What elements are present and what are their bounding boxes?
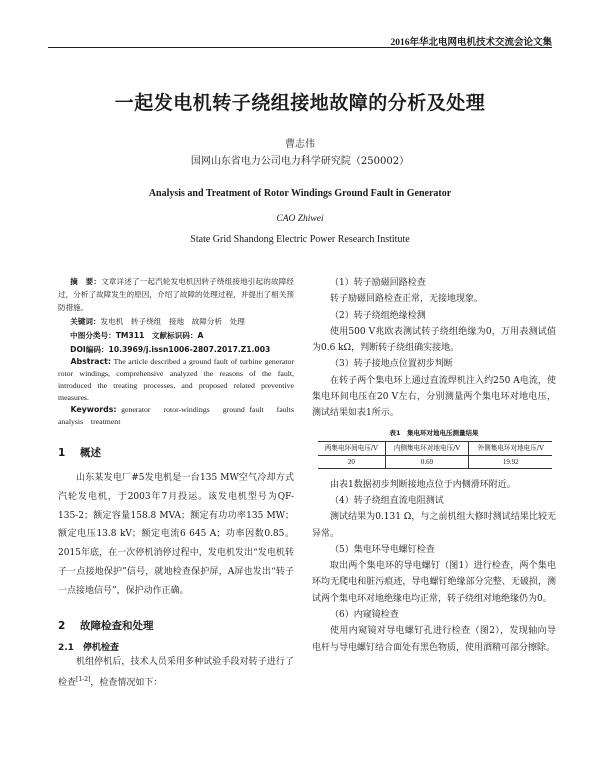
table-cell: 19.92 (469, 455, 552, 468)
subsection-2-1-number: 2.1 (58, 642, 74, 653)
doc-code-value: A (197, 331, 204, 340)
item-1-text: 转子励磁回路检查正常，无接地现象。 (330, 294, 484, 305)
table-header-cell: 两集电环间电压/V (318, 441, 385, 455)
keywords-text-en: generator rotor-windings ground fault faults analysis treatment (58, 405, 294, 426)
affiliation-en: State Grid Shandong Electric Power Research Institute (190, 234, 410, 245)
table-header-row (318, 441, 552, 455)
item-5-text: 取出两个集电环的导电螺钉（图1）进行检查，两个集电环均无爬电和脏污痕迹，导电螺钉绝缘部分完整、无破损，测试两个集电环对地绝缘电均正常，转子绕组对地绝缘仍为0。 (312, 561, 556, 604)
section-1-heading (58, 445, 294, 460)
running-header: 2016年华北电网电机技术交流会论文集 (390, 38, 552, 48)
doc-code-label: 文献标识码： (151, 331, 198, 340)
section-1-title: 概述 (80, 447, 101, 459)
keywords-text-cn: 发电机 转子绕组 接地 故障分析 处理 (100, 317, 245, 326)
doi-line (58, 343, 294, 356)
item-4-heading: （4）转子绕组直流电阻测试 (330, 495, 444, 506)
keywords-en (58, 404, 294, 428)
subsection-2-1-text: 机组停机后，技术人员采用多种试验手段对转子进行了检查 (58, 656, 294, 689)
item-2-text: 使用500 V兆欧表测试转子绕组绝缘为0，万用表测试值为0.6 kΩ，判断转子绕组确实接地。 (312, 326, 556, 354)
paper-title-cn: 一起发电机转子绕组接地故障的分析及处理 (114, 92, 486, 114)
section-1-body: 山东某发电厂#5发电机是一台135 MW空气冷却方式汽轮发电机，于2003年7月投运。该发电机型号为QF-135-2；额定容量158.8 MVA；额定有功功率135 MW；额定电压13.8 kV；额定电流6 645 A；功率因数0.85。2015年底，在一次停机消停过程中，发电机发出“发电机转子一点接地保护”信号，就地检查保护屏，A屏也发出“转子一点接地信号”，保护动作正确。 (58, 473, 294, 596)
abstract-block (58, 275, 294, 428)
table-1 (318, 441, 552, 469)
section-2-heading (58, 618, 294, 633)
item-1-heading: （1）转子励磁回路检查 (330, 278, 426, 288)
keywords-cn (58, 315, 294, 328)
author-cn: 曹志伟 (285, 139, 315, 150)
right-column (312, 275, 556, 656)
keywords-label-cn: 关键词： (70, 317, 101, 326)
author-en: CAO Zhiwei (276, 214, 324, 224)
abstract-text-cn: 文章详述了一起汽轮发电机因转子绕组接地引起的故障经过，分析了故障发生的原因，介绍了故障的处理过程，并提出了相关预防措施。 (58, 277, 295, 312)
after-table-text: 由表1数据初步判断接地点位于内侧滑环附近。 (330, 479, 516, 490)
subsection-2-1-title: 停机检查 (82, 642, 119, 653)
clc-label: 中图分类号： (70, 331, 116, 340)
subsection-2-1-text-end: ，检查情况如下： (90, 678, 163, 689)
section-1-number: 1 (58, 447, 66, 459)
item-5-heading: （5）集电环导电螺钉检查 (330, 544, 435, 555)
item-3-text: 在转子两个集电环上通过直流焊机注入约250 A电流，使集电环间电压在20 V左右，分别测量两个集电环对地电压，测试结果如表1所示。 (312, 375, 556, 419)
classification-line (58, 329, 294, 342)
affiliation-cn: 国网山东省电力公司电力科学研究院（250002） (190, 156, 410, 167)
item-2-heading: （2）转子绕组绝缘检测 (330, 310, 426, 321)
abstract-label-en: Abstract: (70, 357, 112, 366)
item-4-text: 测试结果为0.131 Ω，与之前机组大修时测试结果比较无异常。 (312, 512, 556, 539)
table-row (318, 455, 552, 468)
left-column (58, 275, 294, 693)
subsection-2-1-heading (58, 640, 294, 653)
citation: [1-2] (76, 676, 91, 684)
table-header-cell: 内侧集电环对地电压/V (385, 441, 469, 455)
subsection-2-1-body (58, 653, 294, 694)
header-rule (48, 47, 552, 48)
table-cell: 20 (318, 455, 385, 468)
item-3-heading: （3）转子接地点位置初步判断 (330, 359, 453, 370)
abstract-text-en: The article described a ground fault of turbine generator rotor windings, comprehensive analyzed the reasons of the fault, introduced the treating processes, and proposed related preventive measures. (58, 357, 295, 402)
abstract-cn (58, 275, 294, 314)
section-2-number: 2 (58, 619, 66, 632)
keywords-label-en: Keywords: (70, 405, 117, 414)
item-6-heading: （6）内窥镜检查 (330, 610, 399, 621)
item-6-text: 使用内窥镜对导电螺钉孔进行检查（图2），发现轴向导电杆与导电螺钉结合面处有黑色物质，使用酒精可部分擦除。 (312, 626, 556, 653)
clc-value: TM311 (115, 331, 145, 340)
abstract-en (58, 356, 294, 404)
table-header-cell: 外侧集电环对地电压/V (469, 441, 552, 455)
section-2-title: 故障检查和处理 (80, 619, 154, 632)
paper-title-en: Analysis and Treatment of Rotor Windings Ground Fault in Generator (148, 188, 452, 199)
table-cell: 0.69 (385, 455, 469, 468)
abstract-label-cn: 摘 要： (70, 277, 102, 286)
doi-value: 10.3969/j.issn1006-2807.2017.Z1.003 (108, 345, 271, 354)
doi-label: DOI编码： (70, 345, 109, 354)
table-1-caption: 表1 集电环对地电压测量结果 (389, 428, 479, 437)
